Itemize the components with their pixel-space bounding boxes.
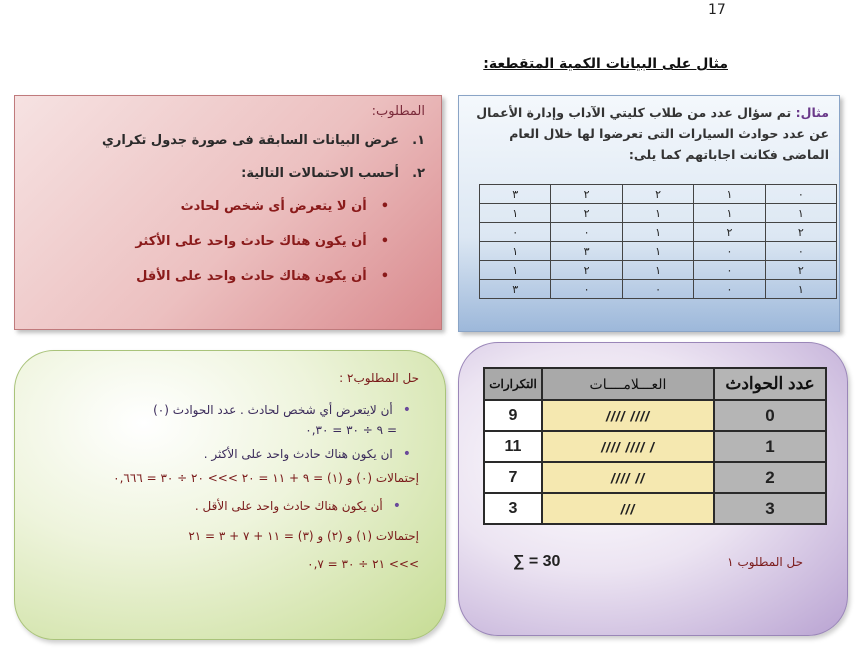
cell-count: 3	[714, 493, 826, 524]
list-item	[27, 234, 389, 249]
table-cell: ٢	[551, 261, 622, 280]
page-title: مثال على البيانات الكمية المتقطعة:	[483, 56, 728, 72]
table-cell: ١	[622, 204, 693, 223]
required-item-2	[27, 166, 425, 181]
table-cell: ٠	[694, 242, 765, 261]
table-cell: ١	[694, 204, 765, 223]
bullet-icon: •	[392, 498, 401, 514]
table-row	[480, 280, 837, 299]
sum-total: ∑ = 30	[513, 553, 561, 570]
table-cell: ١	[480, 261, 551, 280]
header-count: عدد الحوادث	[714, 368, 826, 400]
table-cell: ١	[765, 280, 836, 299]
required-item-1	[27, 133, 425, 148]
table-header-row	[484, 368, 826, 400]
table-row	[480, 223, 837, 242]
required-box	[14, 95, 442, 330]
example-box	[458, 95, 840, 332]
table-row	[480, 261, 837, 280]
table-cell: ١	[622, 242, 693, 261]
example-description: تم سؤال عدد من طلاب كليتي الآداب وإدارة الأعمال عن عدد حوادث السيارات التى تعرضوا لها خلال العام الماضى فكانت اجاباتهم كما يلى:	[476, 105, 829, 162]
solution1-label: حل المطلوب ١	[727, 555, 803, 569]
solution2-calc-3: >>> ٢١ ÷ ٣٠ = ٠,٧	[307, 557, 419, 571]
solution2-equation-1: = ٩ ÷ ٣٠ = ٠,٣٠	[305, 423, 397, 437]
cell-freq: 11	[484, 431, 542, 462]
table-cell: ١	[622, 261, 693, 280]
table-row	[484, 400, 826, 431]
solution2-item-3	[35, 499, 401, 513]
table-cell: ٣	[551, 242, 622, 261]
table-cell: ٠	[622, 280, 693, 299]
solution2-box	[14, 350, 446, 640]
solution2-item-1	[35, 403, 411, 417]
table-cell: ٠	[694, 261, 765, 280]
cell-tally: ///	[542, 493, 714, 524]
raw-data-table	[479, 184, 837, 299]
bullet-text: أن لا يتعرض أى شخص لحادث	[180, 199, 367, 214]
table-cell: ٢	[551, 185, 622, 204]
table-cell: ١	[480, 242, 551, 261]
solution2-heading: حل المطلوب٢ :	[339, 371, 419, 385]
example-text	[469, 102, 829, 165]
table-row	[480, 242, 837, 261]
table-cell: ٢	[622, 185, 693, 204]
table-cell: ٠	[765, 185, 836, 204]
cell-tally: //// ////	[542, 400, 714, 431]
cell-count: 2	[714, 462, 826, 493]
table-row	[484, 493, 826, 524]
bullet-icon: •	[380, 199, 389, 214]
table-cell: ٢	[694, 223, 765, 242]
table-cell: ١	[480, 204, 551, 223]
table-cell: ٣	[480, 280, 551, 299]
solution2-item-2	[35, 447, 411, 461]
table-cell: ١	[765, 204, 836, 223]
table-row	[480, 204, 837, 223]
table-cell: ١	[622, 223, 693, 242]
required-bullets	[27, 199, 389, 284]
cell-freq: 7	[484, 462, 542, 493]
header-frequency: التكرارات	[484, 368, 542, 400]
cell-count: 0	[714, 400, 826, 431]
table-cell: ٣	[480, 185, 551, 204]
bullet-icon: •	[380, 269, 389, 284]
solution2-calc-1: إحتمالات (٠) و (١) = ٩ + ١١ = ٢٠ >>> ٢٠ ÷ ٣٠ = ٠,٦٦٦	[113, 471, 419, 485]
cell-count: 1	[714, 431, 826, 462]
table-cell: ٠	[551, 280, 622, 299]
table-cell: ٢	[765, 223, 836, 242]
table-cell: ٠	[765, 242, 836, 261]
solution2-calc-2: إحتمالات (١) و (٢) و (٣) = ١١ + ٧ + ٣ = ٢١	[188, 529, 419, 543]
table-cell: ٠	[480, 223, 551, 242]
bullet-text: أن يكون هناك حادث واحد على الأقل	[136, 269, 367, 284]
cell-freq: 3	[484, 493, 542, 524]
required-item-text: أحسب الاحتمالات التالية:	[241, 166, 399, 181]
table-cell: ٢	[551, 204, 622, 223]
bullet-icon: •	[380, 234, 389, 249]
solution2-item-text: أن لايتعرض أي شخص لحادث . عدد الحوادث (٠)	[153, 403, 393, 417]
frequency-table	[483, 367, 827, 525]
table-row	[484, 462, 826, 493]
table-cell: ٢	[765, 261, 836, 280]
header-tally: العـــلامــــات	[542, 368, 714, 400]
required-item-text: عرض البيانات السابقة فى صورة جدول تكراري	[102, 133, 399, 148]
required-item-number: ٢.	[412, 166, 425, 181]
table-row	[480, 185, 837, 204]
required-item-number: ١.	[412, 133, 425, 148]
example-label: مثال:	[795, 105, 829, 120]
cell-tally: / //// ////	[542, 431, 714, 462]
solution2-item-text: ان يكون هناك حادث واحد على الأكثر .	[203, 447, 393, 461]
solution2-item-text: أن يكون هناك حادث واحد على الأقل .	[194, 499, 383, 513]
page-number: 17	[708, 2, 726, 18]
bullet-text: أن يكون هناك حادث واحد على الأكثر	[135, 234, 367, 249]
table-row	[484, 431, 826, 462]
required-heading: المطلوب:	[371, 104, 425, 119]
solution1-box	[458, 342, 848, 636]
cell-tally: // ////	[542, 462, 714, 493]
table-cell: ١	[694, 185, 765, 204]
bullet-icon: •	[402, 402, 411, 418]
table-cell: ٠	[551, 223, 622, 242]
bullet-icon: •	[402, 446, 411, 462]
list-item	[27, 269, 389, 284]
cell-freq: 9	[484, 400, 542, 431]
table-cell: ٠	[694, 280, 765, 299]
list-item	[27, 199, 389, 214]
